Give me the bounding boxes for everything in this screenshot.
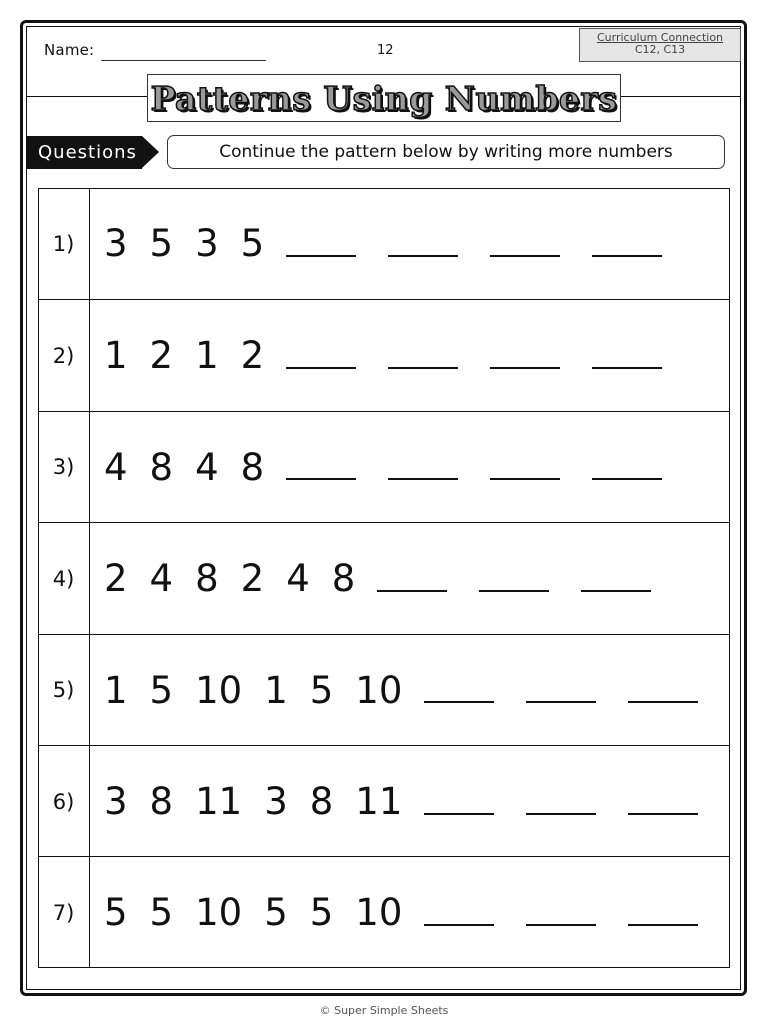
pattern-number: 4: [195, 445, 219, 489]
page-number: 12: [377, 43, 394, 58]
answer-blank[interactable]: [424, 701, 494, 703]
pattern-number: 10: [355, 891, 403, 935]
question-number: 1): [52, 231, 75, 256]
pattern-number: 3: [104, 222, 128, 265]
question-row: [38, 856, 730, 967]
answer-blank[interactable]: [592, 478, 662, 480]
answer-blank[interactable]: [581, 590, 651, 592]
pattern-number: 4: [286, 557, 310, 601]
pattern-number: 5: [240, 222, 265, 265]
pattern-number: 3: [264, 780, 288, 823]
pattern-number: 8: [309, 780, 334, 823]
pattern-number: 2: [240, 334, 265, 378]
pattern-number: 10: [195, 891, 243, 935]
question-row: [38, 188, 730, 299]
questions-tag-arrow: [142, 136, 159, 168]
pattern-number: 10: [355, 668, 403, 712]
pattern-number: 4: [104, 445, 128, 489]
pattern-number: 4: [149, 557, 174, 601]
question-number: 5): [52, 678, 75, 703]
pattern-number: 5: [309, 891, 334, 935]
pattern-number: 1: [104, 334, 128, 378]
title-rule-right: [620, 96, 741, 97]
number-pattern: [104, 300, 694, 411]
answer-blank[interactable]: [526, 701, 596, 703]
answer-blank[interactable]: [490, 478, 560, 480]
page-title: Patterns Using Numbers: [150, 78, 618, 118]
answer-blank[interactable]: [286, 255, 356, 257]
curriculum-connection-box: [579, 28, 741, 62]
name-label: Name:: [44, 41, 95, 59]
pattern-number: 5: [149, 222, 174, 265]
answer-blank[interactable]: [479, 590, 549, 592]
question-number: 4): [52, 566, 75, 591]
title-rule-left: [26, 96, 148, 97]
answer-blank[interactable]: [424, 924, 494, 926]
copyright-footer: © Super Simple Sheets: [319, 1004, 449, 1017]
question-row: [38, 634, 730, 745]
question-number: 2): [52, 343, 75, 368]
answer-blank[interactable]: [628, 813, 698, 815]
pattern-number: 5: [149, 891, 174, 935]
pattern-number: 3: [195, 222, 219, 265]
question-row: [38, 299, 730, 410]
title-banner: [147, 74, 621, 122]
pattern-number: 5: [309, 668, 334, 712]
curriculum-title: Curriculum Connection: [596, 31, 724, 44]
pattern-number: 8: [149, 445, 174, 489]
pattern-number: 10: [195, 668, 243, 712]
number-pattern: [104, 857, 730, 968]
answer-blank[interactable]: [286, 367, 356, 369]
answer-blank[interactable]: [592, 367, 662, 369]
pattern-number: 1: [104, 668, 128, 712]
answer-blank[interactable]: [490, 367, 560, 369]
pattern-number: 1: [195, 334, 219, 378]
answer-blank[interactable]: [490, 255, 560, 257]
pattern-number: 8: [240, 445, 265, 489]
question-number: 7): [52, 900, 75, 925]
question-row: [38, 411, 730, 522]
answer-blank[interactable]: [286, 478, 356, 480]
pattern-number: 11: [195, 780, 243, 823]
number-pattern: [104, 188, 694, 299]
answer-blank[interactable]: [628, 701, 698, 703]
pattern-number: 8: [149, 780, 174, 823]
curriculum-codes: C12, C13: [634, 43, 686, 56]
question-row: [38, 522, 730, 633]
instruction-text: Continue the pattern below by writing more numbers: [219, 142, 673, 162]
number-pattern: [104, 746, 730, 857]
pattern-number: 11: [355, 780, 403, 823]
questions-tag: [26, 136, 142, 169]
answer-blank[interactable]: [526, 813, 596, 815]
question-number: 3): [52, 455, 75, 480]
answer-blank[interactable]: [526, 924, 596, 926]
answer-blank[interactable]: [592, 255, 662, 257]
question-row: [38, 745, 730, 856]
number-pattern: [104, 635, 730, 746]
pattern-number: 1: [264, 668, 288, 712]
pattern-number: 5: [149, 668, 174, 712]
pattern-number: 2: [104, 557, 128, 601]
question-number: 6): [52, 789, 75, 814]
pattern-number: 2: [149, 334, 174, 378]
answer-blank[interactable]: [424, 813, 494, 815]
pattern-number: 2: [240, 557, 265, 601]
number-pattern: [104, 412, 694, 523]
pattern-number: 8: [195, 557, 219, 601]
pattern-number: 5: [104, 891, 128, 935]
answer-blank[interactable]: [388, 367, 458, 369]
pattern-number: 5: [264, 891, 288, 935]
questions-tag-label: Questions: [38, 142, 137, 163]
instruction-box: [167, 135, 725, 169]
answer-blank[interactable]: [377, 590, 447, 592]
number-pattern: [104, 523, 683, 634]
pattern-number: 3: [104, 780, 128, 823]
name-field[interactable]: [101, 60, 266, 61]
answer-blank[interactable]: [388, 255, 458, 257]
answer-blank[interactable]: [388, 478, 458, 480]
pattern-number: 8: [331, 557, 356, 601]
answer-blank[interactable]: [628, 924, 698, 926]
